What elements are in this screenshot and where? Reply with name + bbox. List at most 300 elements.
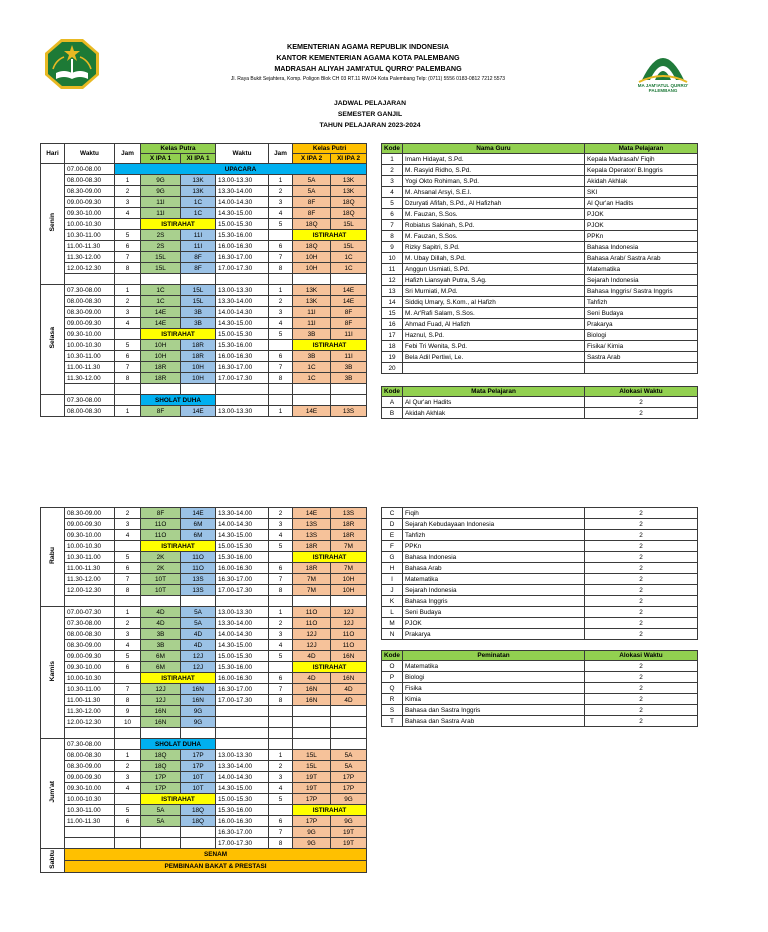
subject-code-cell: J: [382, 585, 403, 596]
waktu-cell: 08.30-09.00: [65, 186, 115, 197]
schedule-row: [41, 750, 367, 761]
hari-cell: [41, 849, 65, 873]
class-cell-xi-ipa-1: 10H: [181, 362, 216, 373]
jam-cell: 8: [115, 373, 141, 384]
specialization-code-cell: Q: [382, 683, 403, 694]
jam-cell: 3: [115, 307, 141, 318]
schedule-row: [41, 552, 367, 563]
jam-cell: [269, 596, 293, 607]
waktu-cell: 09.30-10.00: [65, 662, 115, 673]
class-cell-x-ipa-1: 18R: [141, 373, 181, 384]
class-cell-xi-ipa-2: 12J: [331, 607, 367, 618]
kelas-putra-header: Kelas Putra: [141, 144, 216, 154]
jam-cell: [115, 395, 141, 406]
class-cell-xi-ipa-2: 11O: [331, 629, 367, 640]
jam-cell: 6: [269, 563, 293, 574]
teacher-name-cell: Febi Tri Wenita, S.Pd.: [403, 341, 585, 352]
activity-banner: PEMBINAAN BAKAT & PRESTASI: [65, 861, 367, 873]
teacher-code-cell: 6: [382, 209, 403, 220]
teacher-row: [382, 297, 698, 308]
schedule-row: [41, 585, 367, 596]
class-cell-x-ipa-2: 13K: [293, 296, 331, 307]
class-cell-xi-ipa-2: 3B: [331, 362, 367, 373]
waktu-cell: 10.30-11.00: [65, 552, 115, 563]
teacher-value-cell: Bahasa Arab/ Sastra Arab: [585, 253, 698, 264]
jam-cell: [269, 552, 293, 563]
class-cell-x-ipa-1: 2S: [141, 241, 181, 252]
subject-value-cell: 2: [585, 552, 698, 563]
class-cell-xi-ipa-2: 5A: [331, 761, 367, 772]
schedule-row: [41, 340, 367, 351]
teacher-value-cell: Bahasa Indonesia: [585, 242, 698, 253]
waktu-cell: 08.00-08.30: [65, 296, 115, 307]
teacher-value-cell: Seni Budaya: [585, 308, 698, 319]
waktu-cell: 14.30-15.00: [216, 783, 269, 794]
subject-value-cell: 2: [585, 618, 698, 629]
teacher-code-cell: 12: [382, 275, 403, 286]
specialization-name-cell: Fisika: [403, 683, 585, 694]
waktu-cell: 08.30-09.00: [65, 761, 115, 772]
class-cell-x-ipa-2: [293, 395, 331, 406]
waktu-cell: 13.00-13.30: [216, 285, 269, 296]
specialization-code-header: Kode: [382, 651, 403, 661]
class-cell-xi-ipa-2: 4D: [331, 695, 367, 706]
jam-cell: 4: [115, 208, 141, 219]
subject-name-cell: Bahasa Arab: [403, 563, 585, 574]
teacher-code-cell: 4: [382, 187, 403, 198]
jam-cell: 4: [269, 208, 293, 219]
jam-cell: [115, 728, 141, 739]
class-cell-x-ipa-1: 9G: [141, 186, 181, 197]
class-cell-xi-ipa-2: [331, 739, 367, 750]
break-banner: ISTIRAHAT: [141, 541, 216, 552]
waktu-cell: [216, 596, 269, 607]
teacher-row: [382, 352, 698, 363]
waktu-cell: 15.00-15.30: [216, 219, 269, 230]
subject-name-cell: Bahasa Inggris: [403, 596, 585, 607]
jam-cell: 5: [115, 552, 141, 563]
class-cell-x-ipa-2: [293, 739, 331, 750]
class-cell-x-ipa-1: 4D: [141, 607, 181, 618]
schedule-row: [41, 519, 367, 530]
subject-code-cell: N: [382, 629, 403, 640]
teacher-row: [382, 198, 698, 209]
class-cell-x-ipa-2: 19T: [293, 783, 331, 794]
subject-name-cell: Akidah Akhlak: [403, 408, 585, 419]
jam-cell: 2: [269, 186, 293, 197]
class-cell-xi-ipa-2: 11I: [331, 329, 367, 340]
schedule-row: [41, 629, 367, 640]
class-cell-xi-ipa-2: [331, 596, 367, 607]
jam-cell: [269, 717, 293, 728]
class-cell-x-ipa-1: 8F: [141, 406, 181, 417]
waktu-cell: [65, 838, 115, 849]
waktu-cell: [65, 384, 115, 395]
teacher-row: [382, 363, 698, 374]
class-cell-xi-ipa-1: [181, 827, 216, 838]
jam-cell: 6: [115, 662, 141, 673]
teacher-value-cell: PPKn: [585, 231, 698, 242]
specialization-row: [382, 705, 698, 716]
jam-cell: 1: [269, 175, 293, 186]
jam-cell: 5: [269, 219, 293, 230]
schedule-row: [41, 329, 367, 340]
class-cell-xi-ipa-2: [331, 706, 367, 717]
jam-cell: [269, 706, 293, 717]
jam-cell: 4: [269, 530, 293, 541]
kemenag-emblem-icon: [44, 38, 100, 90]
waktu-cell: [216, 384, 269, 395]
waktu-cell: 14.30-15.00: [216, 640, 269, 651]
teacher-row: [382, 275, 698, 286]
waktu-cell: 09.30-10.00: [65, 208, 115, 219]
waktu-cell: 13.30-14.00: [216, 618, 269, 629]
class-cell-xi-ipa-2: 10H: [331, 574, 367, 585]
jam-cell: 6: [269, 351, 293, 362]
class-cell-xi-ipa-2: 19T: [331, 838, 367, 849]
jam-cell: [269, 805, 293, 816]
class-cell-xi-ipa-2: 18Q: [331, 208, 367, 219]
class-cell-xi-ipa-1: 13K: [181, 175, 216, 186]
teacher-code-cell: 11: [382, 264, 403, 275]
subject-code-cell: K: [382, 596, 403, 607]
break-banner: ISTIRAHAT: [141, 794, 216, 805]
waktu-cell: 08.30-09.00: [65, 307, 115, 318]
jam-cell: [269, 662, 293, 673]
waktu-cell: 14.00-14.30: [216, 307, 269, 318]
specialization-code-cell: T: [382, 716, 403, 727]
waktu-cell: 07.00-07.30: [65, 607, 115, 618]
waktu-cell: 09.00-09.30: [65, 651, 115, 662]
waktu-cell: 10.30-11.00: [65, 805, 115, 816]
teacher-value-cell: PJOK: [585, 220, 698, 231]
teacher-name-cell: M. Fauzan, S.Sos.: [403, 209, 585, 220]
class-cell-xi-ipa-1: 4D: [181, 640, 216, 651]
x-ipa-2-header: X IPA 2: [293, 154, 331, 164]
jam-cell: 6: [115, 563, 141, 574]
class-cell-x-ipa-1: 2K: [141, 563, 181, 574]
hari-cell: [41, 607, 65, 739]
jam-cell: 6: [269, 816, 293, 827]
teacher-row: [382, 319, 698, 330]
jam-cell: 8: [269, 695, 293, 706]
jam-cell: 3: [269, 519, 293, 530]
class-cell-xi-ipa-1: [181, 838, 216, 849]
class-cell-xi-ipa-1: 15L: [181, 296, 216, 307]
waktu-cell: 17.00-17.30: [216, 838, 269, 849]
schedule-row: [41, 739, 367, 750]
waktu-cell: 15.30-16.00: [216, 552, 269, 563]
class-cell-xi-ipa-1: 8F: [181, 263, 216, 274]
jam-cell: 10: [115, 717, 141, 728]
subject-row: [382, 408, 698, 419]
teacher-row: [382, 308, 698, 319]
waktu-cell: [216, 739, 269, 750]
class-cell-x-ipa-2: 11O: [293, 618, 331, 629]
jam-cell: 4: [115, 530, 141, 541]
waktu-cell: 11.30-12.00: [65, 706, 115, 717]
schedule-table-part-1: [40, 143, 367, 417]
class-cell-xi-ipa-1: 10H: [181, 373, 216, 384]
teacher-value-cell: Tahfizh: [585, 297, 698, 308]
class-cell-x-ipa-1: 3B: [141, 629, 181, 640]
class-cell-xi-ipa-1: 14E: [181, 406, 216, 417]
jam-cell: [269, 230, 293, 241]
jam-cell: 3: [115, 772, 141, 783]
class-cell-xi-ipa-1: 18R: [181, 340, 216, 351]
subject-value-cell: 2: [585, 508, 698, 519]
jam-cell: 7: [269, 362, 293, 373]
teacher-name-header: Nama Guru: [403, 144, 585, 154]
jam-cell: 5: [269, 541, 293, 552]
subject-code-cell: F: [382, 541, 403, 552]
schedule-row: [41, 164, 367, 175]
teacher-code-cell: 1: [382, 154, 403, 165]
kelas-putri-header: Kelas Putri: [293, 144, 367, 154]
teacher-code-cell: 7: [382, 220, 403, 231]
jam-cell: 5: [115, 651, 141, 662]
class-cell-xi-ipa-1: 18Q: [181, 805, 216, 816]
jam-cell: [115, 794, 141, 805]
break-banner: ISTIRAHAT: [293, 340, 367, 351]
class-cell-x-ipa-2: 10H: [293, 263, 331, 274]
jam-cell: 3: [115, 629, 141, 640]
class-cell-xi-ipa-1: [181, 274, 216, 285]
class-cell-xi-ipa-1: 3B: [181, 307, 216, 318]
class-cell-xi-ipa-2: [331, 717, 367, 728]
schedule-row: [41, 219, 367, 230]
class-cell-x-ipa-2: 11O: [293, 607, 331, 618]
jam-cell: 4: [115, 640, 141, 651]
jam-cell: 1: [269, 406, 293, 417]
class-cell-x-ipa-2: 13S: [293, 530, 331, 541]
waktu-cell: 10.00-10.30: [65, 794, 115, 805]
jam-cell: 1: [269, 285, 293, 296]
title-line: JADWAL PELAJARAN: [333, 100, 406, 107]
subject-value-header: Alokasi Waktu: [585, 387, 698, 397]
subject-row: [382, 508, 698, 519]
hari-label: Selasa: [49, 327, 56, 349]
specialization-header-row: [382, 651, 698, 661]
teacher-name-cell: Dzuryati Afifah, S.Pd., Al Hafizhah: [403, 198, 585, 209]
waktu-cell: [216, 395, 269, 406]
schedule-row: [41, 208, 367, 219]
waktu-cell: 12.00-12.30: [65, 717, 115, 728]
waktu-cell: 17.00-17.30: [216, 695, 269, 706]
class-cell-xi-ipa-1: 10T: [181, 783, 216, 794]
subject-name-cell: Prakarya: [403, 629, 585, 640]
waktu-header: Waktu: [65, 144, 115, 164]
subject-name-cell: PPKn: [403, 541, 585, 552]
class-cell-x-ipa-2: 7M: [293, 574, 331, 585]
subject-row: [382, 519, 698, 530]
waktu-cell: 07.30-08.00: [65, 285, 115, 296]
class-cell-x-ipa-2: 19T: [293, 772, 331, 783]
class-cell-xi-ipa-2: 7M: [331, 563, 367, 574]
class-cell-xi-ipa-2: 13K: [331, 186, 367, 197]
teacher-name-cell: Bela Adil Pertiwi, Le.: [403, 352, 585, 363]
teacher-code-cell: 2: [382, 165, 403, 176]
class-cell-x-ipa-1: 1C: [141, 285, 181, 296]
waktu-cell: 09.00-09.30: [65, 197, 115, 208]
teacher-value-cell: Sejarah Indonesia: [585, 275, 698, 286]
waktu-cell: 07.30-08.00: [65, 618, 115, 629]
teacher-name-cell: Ahmad Fuad, Al Hafizh: [403, 319, 585, 330]
jam-cell: [115, 329, 141, 340]
class-cell-x-ipa-1: 4D: [141, 618, 181, 629]
schedule-row: [41, 596, 367, 607]
subject-code-cell: L: [382, 607, 403, 618]
ceremony-banner: UPACARA: [115, 164, 367, 175]
class-cell-x-ipa-2: 12J: [293, 629, 331, 640]
waktu-cell: 09.00-09.30: [65, 318, 115, 329]
subject-row: [382, 618, 698, 629]
schedule-row: [41, 241, 367, 252]
logo-caption-line1: MA JAM'IATUL QURRO': [637, 83, 689, 88]
schedule-row: [41, 772, 367, 783]
class-cell-xi-ipa-2: 13S: [331, 406, 367, 417]
teacher-name-cell: M. Ahsanal Arsyi, S.E.I.: [403, 187, 585, 198]
class-cell-xi-ipa-1: 17P: [181, 750, 216, 761]
teacher-value-cell: Bahasa Inggris/ Sastra Inggris: [585, 286, 698, 297]
teacher-row: [382, 341, 698, 352]
class-cell-x-ipa-1: 1C: [141, 296, 181, 307]
specialization-row: [382, 672, 698, 683]
jam-cell: [269, 739, 293, 750]
subject-table-part-1: [381, 386, 698, 419]
jam-cell: 1: [115, 175, 141, 186]
jam-cell: [115, 827, 141, 838]
class-cell-xi-ipa-2: 13K: [331, 175, 367, 186]
class-cell-xi-ipa-2: 7M: [331, 541, 367, 552]
teacher-code-cell: 16: [382, 319, 403, 330]
jam-cell: 8: [115, 585, 141, 596]
class-cell-x-ipa-1: 9G: [141, 175, 181, 186]
hari-label: Kamis: [49, 660, 56, 682]
class-cell-x-ipa-2: 14E: [293, 406, 331, 417]
teacher-value-cell: Prakarya: [585, 319, 698, 330]
jam-cell: 1: [269, 607, 293, 618]
waktu-cell: 13.30-14.00: [216, 508, 269, 519]
waktu-cell: 11.00-11.30: [65, 563, 115, 574]
class-cell-xi-ipa-2: 18Q: [331, 197, 367, 208]
break-banner: ISTIRAHAT: [293, 552, 367, 563]
class-cell-x-ipa-1: [141, 274, 181, 285]
class-cell-xi-ipa-1: 12J: [181, 662, 216, 673]
waktu-cell: 17.00-17.30: [216, 263, 269, 274]
waktu-cell: 14.30-15.00: [216, 318, 269, 329]
class-cell-xi-ipa-1: 11I: [181, 241, 216, 252]
waktu-cell: 15.00-15.30: [216, 541, 269, 552]
class-cell-x-ipa-2: 13S: [293, 519, 331, 530]
class-cell-x-ipa-1: 16N: [141, 717, 181, 728]
jam-cell: [269, 274, 293, 285]
teacher-row: [382, 264, 698, 275]
jam-cell: 6: [115, 351, 141, 362]
jam-cell: [115, 838, 141, 849]
class-cell-x-ipa-2: [293, 728, 331, 739]
waktu-cell: 14.00-14.30: [216, 772, 269, 783]
schedule-row: [41, 563, 367, 574]
specialization-row: [382, 694, 698, 705]
teacher-code-cell: 18: [382, 341, 403, 352]
teacher-name-cell: M. Ubay Dillah, S.Pd.: [403, 253, 585, 264]
waktu-cell: 17.00-17.30: [216, 585, 269, 596]
class-cell-xi-ipa-1: 13K: [181, 186, 216, 197]
class-cell-x-ipa-2: 15L: [293, 761, 331, 772]
subject-row: [382, 585, 698, 596]
subject-value-cell: 2: [585, 563, 698, 574]
subject-row: [382, 596, 698, 607]
class-cell-x-ipa-1: 10T: [141, 574, 181, 585]
subject-value-cell: 2: [585, 397, 698, 408]
xi-ipa-2-header: XI IPA 2: [331, 154, 367, 164]
jam-cell: 7: [269, 684, 293, 695]
class-cell-xi-ipa-1: 11O: [181, 563, 216, 574]
jam-cell: 8: [269, 585, 293, 596]
class-cell-xi-ipa-2: 16N: [331, 673, 367, 684]
specialization-value-cell: 2: [585, 672, 698, 683]
specialization-row: [382, 661, 698, 672]
subject-code-cell: B: [382, 408, 403, 419]
specialization-name-cell: Matematika: [403, 661, 585, 672]
schedule-row: [41, 175, 367, 186]
jam-cell: 8: [269, 263, 293, 274]
waktu-cell: 15.00-15.30: [216, 651, 269, 662]
subject-value-cell: 2: [585, 596, 698, 607]
schedule-row: [41, 406, 367, 417]
jam-cell: 2: [115, 296, 141, 307]
class-cell-xi-ipa-2: 12J: [331, 618, 367, 629]
waktu-cell: 11.30-12.00: [65, 252, 115, 263]
schedule-header-row: [41, 144, 367, 154]
jam-cell: 8: [115, 263, 141, 274]
subject-value-cell: 2: [585, 541, 698, 552]
jam-cell: 1: [115, 285, 141, 296]
waktu-cell: 11.00-11.30: [65, 362, 115, 373]
class-cell-x-ipa-2: [293, 706, 331, 717]
x-ipa-1-header: X IPA 1: [141, 154, 181, 164]
school-name: MADRASAH ALIYAH JAMI'ATUL QURRO' PALEMBANG: [274, 64, 462, 73]
waktu-cell: 09.00-09.30: [65, 772, 115, 783]
jam-cell: 2: [269, 508, 293, 519]
class-cell-x-ipa-1: 12J: [141, 684, 181, 695]
class-cell-xi-ipa-1: 4D: [181, 629, 216, 640]
class-cell-x-ipa-1: 3B: [141, 640, 181, 651]
jam-cell: 5: [269, 794, 293, 805]
schedule-row: [41, 695, 367, 706]
schedule-row: [41, 263, 367, 274]
waktu-cell: 13.30-14.00: [216, 296, 269, 307]
class-cell-x-ipa-1: 2S: [141, 230, 181, 241]
waktu-cell: 11.00-11.30: [65, 695, 115, 706]
jam-cell: 3: [269, 307, 293, 318]
class-cell-x-ipa-2: 3B: [293, 351, 331, 362]
waktu-cell: 10.30-11.00: [65, 351, 115, 362]
schedule-row: [41, 673, 367, 684]
hari-label: Rabu: [49, 547, 56, 564]
subject-row: [382, 629, 698, 640]
break-banner: SHOLAT DUHA: [141, 739, 216, 750]
letterhead: [168, 41, 568, 85]
schedule-row: [41, 384, 367, 395]
waktu-cell: 10.30-11.00: [65, 230, 115, 241]
class-cell-x-ipa-2: 1C: [293, 373, 331, 384]
schedule-row: [41, 307, 367, 318]
waktu-cell: 12.00-12.30: [65, 585, 115, 596]
waktu-cell: 11.00-11.30: [65, 241, 115, 252]
jam-cell: 6: [115, 241, 141, 252]
